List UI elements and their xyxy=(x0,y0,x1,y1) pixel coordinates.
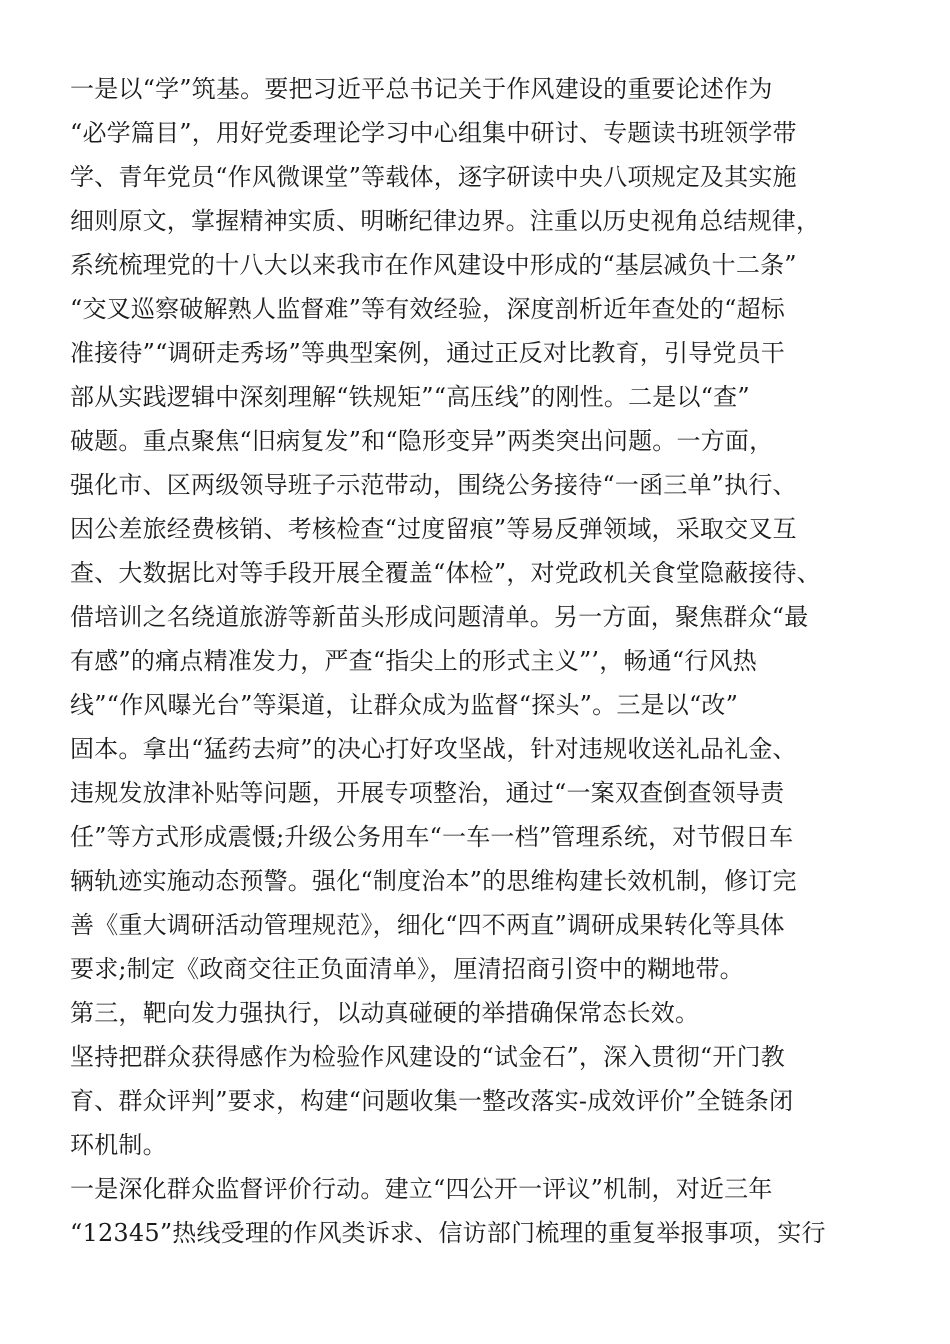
text-line: 细则原文，掌握精神实质、明晰纪律边界。注重以历史视角总结规律， xyxy=(70,207,821,235)
text-line: 部从实践逻辑中深刻理解“铁规矩”“高压线”的刚性。二是以“查” xyxy=(70,383,750,411)
text-line: 坚持把群众获得感作为检验作风建设的“试金石”，深入贯彻“开门教 xyxy=(70,1043,786,1071)
text-line: 借培训之名绕道旅游等新苗头形成问题清单。另一方面，聚焦群众“最 xyxy=(70,603,809,631)
text-line: 辆轨迹实施动态预警。强化“制度治本”的思维构建长效机制，修订完 xyxy=(70,867,797,895)
text-line: 善《重大调研活动管理规范》，细化“四不两直”调研成果转化等具体 xyxy=(70,911,785,939)
text-line: 准接待”“调研走秀场”等典型案例，通过正反对比教育，引导党员干 xyxy=(70,339,786,367)
text-line: “交叉巡察破解熟人监督难”等有效经验，深度剖析近年查处的“超标 xyxy=(70,295,786,323)
text-line: 育、群众评判”要求，构建“问题收集一整改落实-成效评价”全链条闭 xyxy=(70,1087,794,1115)
text-line: 固本。拿出“猛药去疴”的决心打好攻坚战，针对违规收送礼品礼金、 xyxy=(70,735,797,763)
text-line: 破题。重点聚焦“旧病复发”和“隐形变异”两类突出问题。一方面， xyxy=(70,427,774,455)
section-heading: 第三，靶向发力强执行，以动真碰硬的举措确保常态长效。 xyxy=(70,999,700,1027)
text-line: 一是深化群众监督评价行动。建立“四公开一评议”机制，对近三年 xyxy=(70,1175,773,1203)
text-line: 任”等方式形成震慑;升级公务用车“一车一档”管理系统，对节假日车 xyxy=(70,823,794,851)
text-line: “12345”热线受理的作风类诉求、信访部门梳理的重复举报事项，实行 xyxy=(70,1219,826,1247)
text-line: 学、青年党员“作风微课堂”等载体，逐字研读中央八项规定及其实施 xyxy=(70,163,797,191)
text-line: 系统梳理党的十八大以来我市在作风建设中形成的“基层减负十二条” xyxy=(70,251,797,279)
text-line: 因公差旅经费核销、考核检查“过度留痕”等易反弹领域，采取交叉互 xyxy=(70,515,797,543)
text-line: 要求;制定《政商交往正负面清单》，厘清招商引资中的糊地带。 xyxy=(70,955,744,983)
text-line: “必学篇目”，用好党委理论学习中心组集中研讨、专题读书班领学带 xyxy=(70,119,797,147)
text-line: 有感”的痛点精准发力，严查“指尖上的形式主义”’，畅通“行风热 xyxy=(70,647,757,675)
text-line: 线”“作风曝光台”等渠道，让群众成为监督“探头”。三是以“改” xyxy=(70,691,739,719)
text-line: 环机制。 xyxy=(70,1131,167,1159)
text-line: 查、大数据比对等手段开展全覆盖“体检”，对党政机关食堂隐蔽接待、 xyxy=(70,559,821,587)
text-line: 一是以“学”筑基。要把习近平总书记关于作风建设的重要论述作为 xyxy=(70,75,773,103)
text-line: 强化市、区两级领导班子示范带动，围绕公务接待“一函三单”执行、 xyxy=(70,471,797,499)
text-line: 违规发放津补贴等问题，开展专项整治，通过“一案双查倒查领导责 xyxy=(70,779,785,807)
